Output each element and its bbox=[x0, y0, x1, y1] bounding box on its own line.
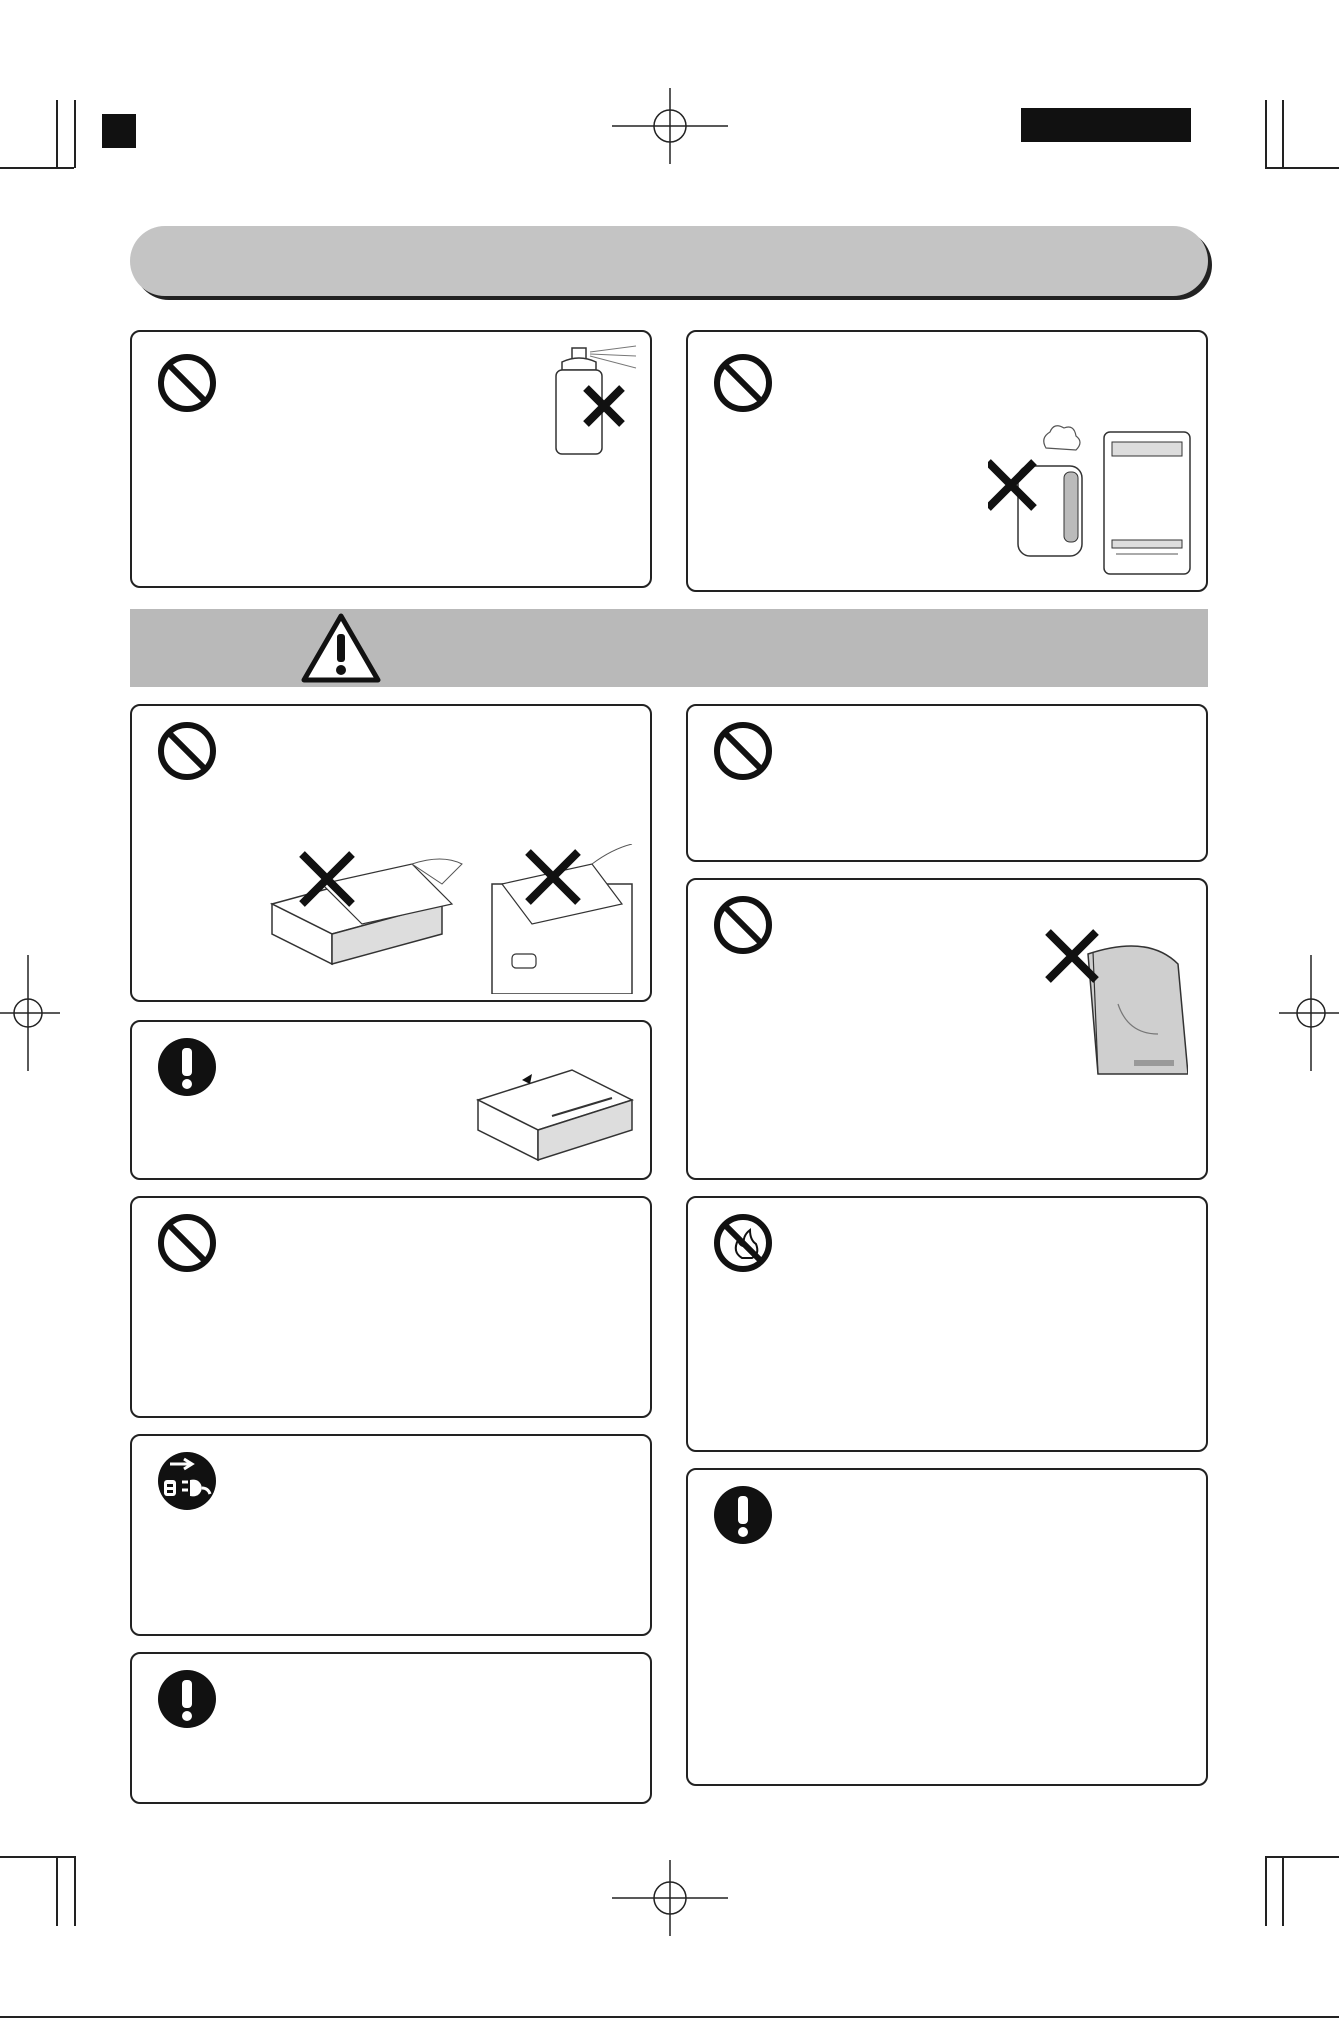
prohibition-icon bbox=[156, 1212, 218, 1274]
panel-prohibition-medium bbox=[130, 1196, 652, 1418]
prohibition-icon bbox=[712, 894, 774, 956]
panel-prohibition-short bbox=[686, 704, 1208, 862]
panel-covered-purifier bbox=[686, 878, 1208, 1180]
panel-no-open-flame bbox=[686, 1196, 1208, 1452]
panel-top-right bbox=[686, 330, 1208, 592]
section-title-bar bbox=[130, 226, 1208, 296]
mandatory-action-icon bbox=[712, 1484, 774, 1546]
spray-can-illustration bbox=[540, 344, 640, 462]
mandatory-action-icon bbox=[156, 1668, 218, 1730]
mandatory-action-icon bbox=[156, 1036, 218, 1098]
registration-target-bottom bbox=[612, 1860, 728, 1936]
panel-tank-cover bbox=[130, 1020, 652, 1180]
registration-target-right bbox=[1279, 955, 1339, 1071]
registration-target-top bbox=[612, 88, 728, 164]
water-tank-illustration bbox=[472, 1060, 642, 1170]
panel-mandatory-short bbox=[130, 1652, 652, 1804]
panel-unplug bbox=[130, 1434, 652, 1636]
panel-top-left bbox=[130, 330, 652, 588]
caution-band bbox=[130, 609, 1208, 687]
registration-target-left bbox=[0, 955, 60, 1071]
lifting-by-cover-illustration bbox=[262, 844, 642, 994]
page-tab-marker bbox=[1021, 108, 1191, 142]
prohibition-icon bbox=[712, 352, 774, 414]
no-open-flame-icon bbox=[712, 1212, 774, 1274]
color-bar-square bbox=[102, 114, 136, 148]
prohibition-icon bbox=[156, 720, 218, 782]
bottom-rule bbox=[0, 2016, 1339, 2018]
panel-lift-cover bbox=[130, 704, 652, 1002]
cloth-covered-purifier-illustration bbox=[1038, 924, 1188, 1084]
panel-mandatory-tall bbox=[686, 1468, 1208, 1786]
prohibition-icon bbox=[712, 720, 774, 782]
humidifier-and-purifier-illustration bbox=[988, 422, 1200, 582]
unplug-icon bbox=[156, 1450, 218, 1512]
prohibition-icon bbox=[156, 352, 218, 414]
caution-triangle-icon bbox=[300, 612, 382, 684]
